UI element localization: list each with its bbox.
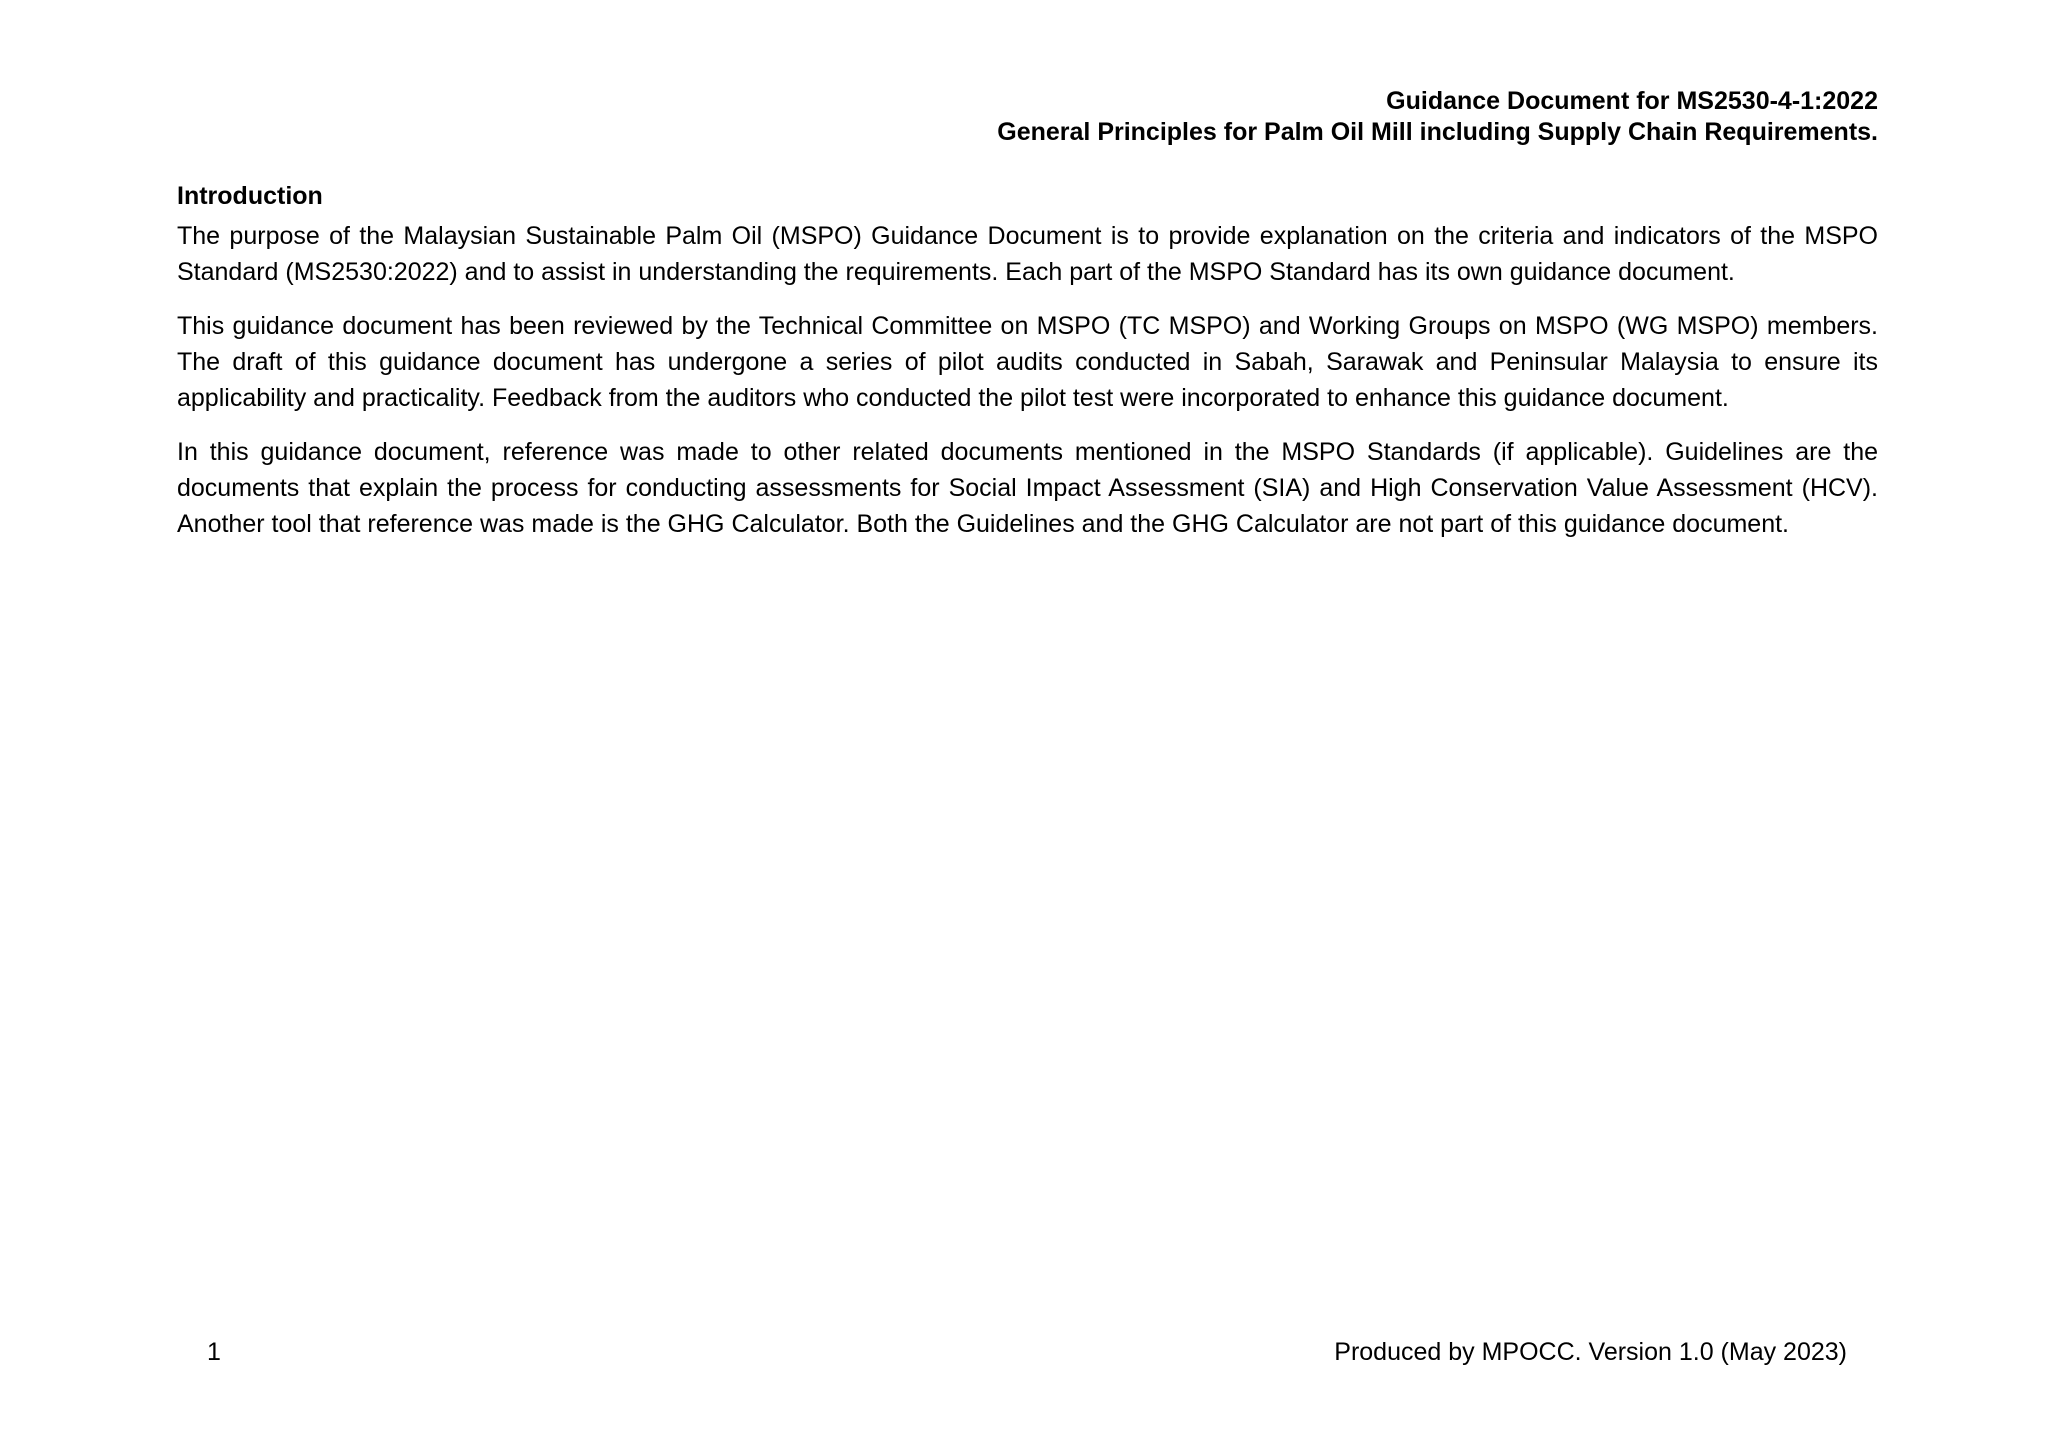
page-header [997, 86, 1878, 148]
footer-credit: Produced by MPOCC. Version 1.0 (May 2023) [1334, 1338, 1847, 1366]
page-number: 1 [207, 1338, 221, 1366]
paragraph-references: In this guidance document, reference was made to other related documents mentioned in the MSPO Standards (if applicable). Guidelines are the documents that explain the process for conducting assessments for Social Impact Assessment (SIA) and High Conservation Value Assessment (HCV). Another tool that reference was made is the GHG Calculator. Both the Guidelines and the GHG Calculator are not part of this guidance document. [177, 438, 1878, 538]
header-document-subtitle: General Principles for Palm Oil Mill including Supply Chain Requirements. [997, 118, 1878, 146]
paragraph-purpose: The purpose of the Malaysian Sustainable Palm Oil (MSPO) Guidance Document is to provide explanation on the criteria and indicators of the MSPO Standard (MS2530:2022) and to assist in understanding the requirements. Each part of the MSPO Standard has its own guidance document. [177, 222, 1878, 286]
paragraph-review: This guidance document has been reviewed by the Technical Committee on MSPO (TC MSPO) and Working Groups on MSPO (WG MSPO) members. The draft of this guidance document has undergone a series of pilot audits conducted in Sabah, Sarawak and Peninsular Malaysia to ensure its applicability and practicality. Feedback from the auditors who conducted the pilot test were incorporated to enhance this guidance document. [177, 312, 1878, 412]
header-document-title: Guidance Document for MS2530-4-1:2022 [1386, 87, 1878, 115]
section-heading-introduction: Introduction [177, 182, 323, 210]
page-content [177, 178, 1878, 560]
